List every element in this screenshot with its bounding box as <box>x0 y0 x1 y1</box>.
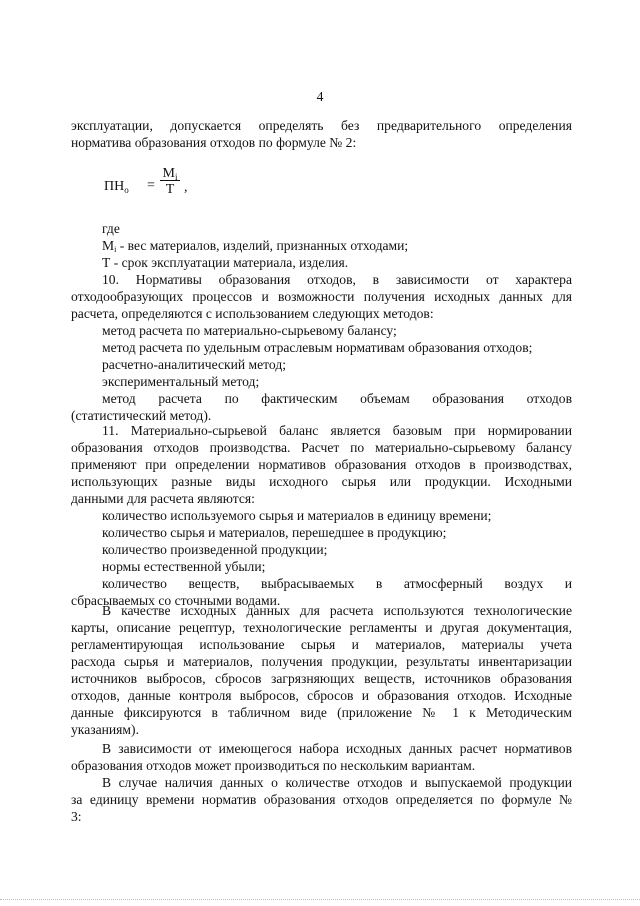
source-item-1: количество используемого сырья и материалов в единицу времени; <box>102 508 492 523</box>
source-item-5a: количество веществ, выбрасываемых в атмосферный воздух и <box>102 576 572 591</box>
formula-numerator: $M_i$ <box>160 165 180 181</box>
p12-line-7: данные фиксируются в табличном виде (приложение № 1 к Методическим <box>71 705 572 720</box>
formula-lhs: $ПН_о$ <box>104 179 129 195</box>
formula-denominator: Т <box>165 182 175 197</box>
p11-line-4: использующих разные виды исходного сырья или продукции. Исходными <box>71 474 572 489</box>
intro-line-2: норматива образования отходов по формуле № 2: <box>71 135 357 150</box>
p11-line-2: образования отходов производства. Расчет по материально-сырьевому балансу <box>71 440 572 455</box>
p10-line-1: 10. Нормативы образования отходов, в зависимости от характера <box>102 272 572 287</box>
p10-line-2: отходообразующих процессов и возможности получения исходных данных для <box>71 289 572 304</box>
p12-line-2: карты, описание рецептур, технологические регламенты и другая документация, <box>71 620 572 635</box>
p12-line-4: расхода сырья и материалов, получения продукции, результаты инвентаризации <box>71 654 572 669</box>
p14-line-1: В случае наличия данных о количестве отходов и выпускаемой продукции <box>102 775 572 790</box>
paragraph-input-data <box>71 602 572 738</box>
formula-fraction <box>160 165 180 197</box>
p14-line-2: за единицу времени норматив образования отходов определяется по формуле № <box>71 792 572 807</box>
where-t: Т - срок эксплуатации материала, изделия. <box>102 255 349 270</box>
source-item-2: количество сырья и материалов, перешедшее в продукцию; <box>102 525 447 540</box>
paragraph-variants <box>71 740 572 774</box>
p11-line-1: 11. Материально-сырьевой баланс является базовым при нормировании <box>102 423 572 438</box>
formula-equals: = <box>147 178 155 193</box>
p10-line-3: расчета, определяются с использованием следующих методов: <box>71 306 434 321</box>
p12-line-5: источников выбросов, сбросов загрязняющих веществ, источников образования <box>71 671 572 686</box>
p12-line-8: указаниям). <box>71 722 139 737</box>
p11-line-5: данными для расчета являются: <box>71 491 255 506</box>
p12-line-3: регламентирующая использование сырья и материалов, материалы учета <box>71 637 572 652</box>
source-item-4: нормы естественной убыли; <box>102 559 266 574</box>
paragraph-10 <box>71 271 572 424</box>
p13-line-2: образования отходов может производиться по нескольким вариантам. <box>71 758 476 773</box>
p12-line-1: В качестве исходных данных для расчета используются технологические <box>102 603 572 618</box>
p12-line-6: отходов, данные контроля выбросов, сбросов и образования отходов. Исходные <box>71 688 572 703</box>
paragraph-11 <box>71 422 572 609</box>
method-1: метод расчета по материально-сырьевому балансу; <box>102 323 397 338</box>
source-item-3: количество произведенной продукции; <box>102 542 328 557</box>
formula-2 <box>104 165 204 205</box>
where-mi: Mi - вес материалов, изделий, признанных отходами; <box>102 238 409 254</box>
p11-line-3: применяют при определении нормативов образования отходов в производствах, <box>71 457 572 472</box>
where-label: где <box>102 221 120 236</box>
method-4: экспериментальный метод; <box>102 374 260 389</box>
method-2: метод расчета по удельным отраслевым нормативам образования отходов; <box>102 340 533 355</box>
where-block <box>71 220 572 271</box>
method-3: расчетно-аналитический метод; <box>102 357 287 372</box>
p14-line-3: 3: <box>71 809 82 824</box>
intro-paragraph <box>71 117 572 151</box>
page-number: 4 <box>316 89 324 104</box>
paragraph-formula-3 <box>71 774 572 825</box>
method-5b: (статистический метод). <box>71 408 212 423</box>
source-item-5b: сбрасываемых со сточными водами. <box>71 593 281 608</box>
formula-comma: , <box>184 180 188 195</box>
p13-line-1: В зависимости от имеющегося набора исходных данных расчет нормативов <box>102 741 572 756</box>
intro-line-1: эксплуатации, допускается определять без предварительного определения <box>71 118 572 133</box>
method-5a: метод расчета по фактическим объемам образования отходов <box>102 391 572 406</box>
